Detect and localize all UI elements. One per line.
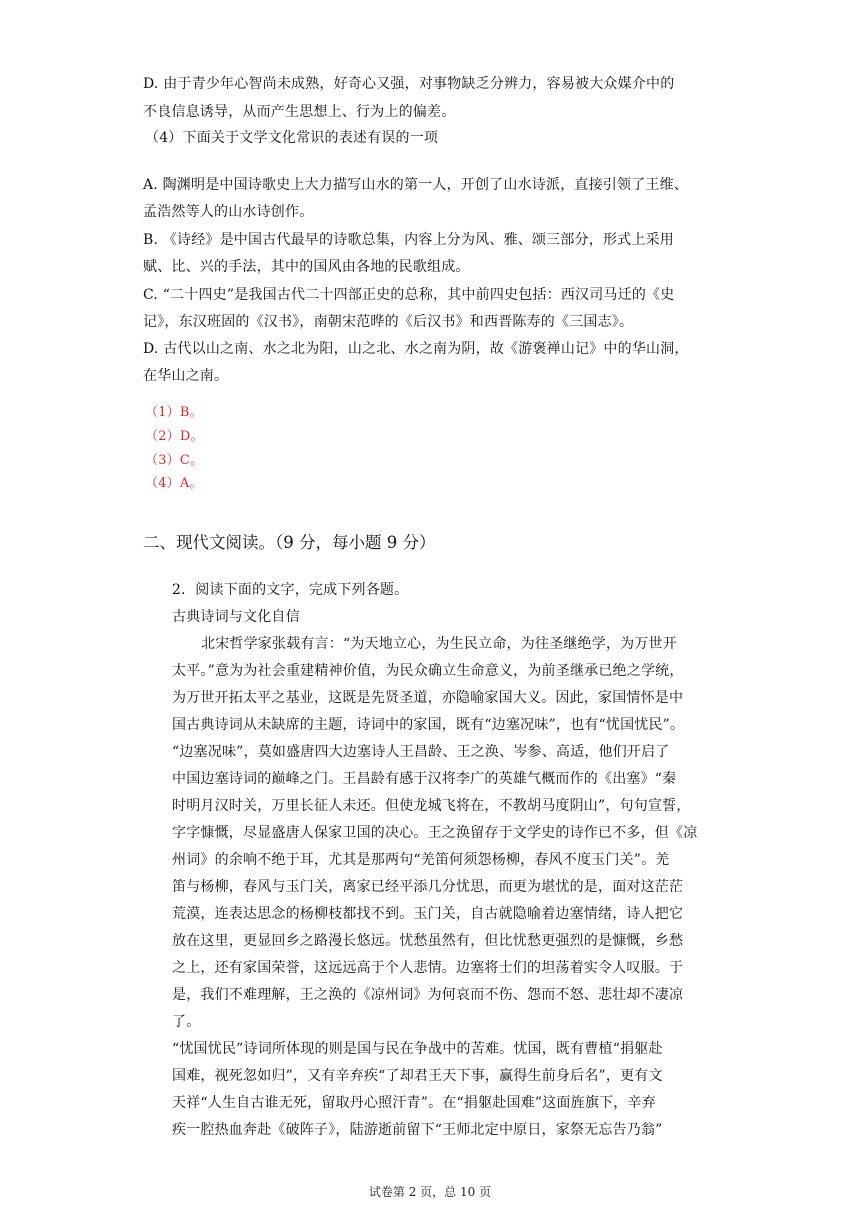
article-p1-line: 了。 (172, 1014, 201, 1030)
answer-4: （4）A。 (145, 476, 203, 491)
article-p2-line: 疾一腔热血奔赴《破阵子》，陆游逝前留下“王师北定中原日，家祭无忘告乃翁” (172, 1122, 663, 1138)
article-p1-line: 荒漠，连表达思念的杨柳枝都找不到。玉门关，自古就隐喻着边塞情绪，诗人把它 (172, 906, 684, 922)
article-p1-line: 放在这里，更显回乡之路漫长悠远。忧愁虽然有，但比忧愁更强烈的是慷慨，乡愁 (172, 933, 684, 949)
section-2-heading: 二、现代文阅读。（9 分，每小题 9 分） (143, 533, 436, 552)
article-p1-line: 北宋哲学家张载有言：“为天地立心，为生民立命，为往圣继绝学，为万世开 (201, 636, 677, 652)
question-2-intro: 2．阅读下面的文字，完成下列各题。 (172, 582, 409, 598)
question-4-option-c-line1: C. “二十四史”是我国古代二十四部正史的总称，其中前四史包括：西汉司马迁的《史 (143, 287, 675, 303)
article-p1-line: 笛与杨柳，春风与玉门关，离家已经平添几分忧思，而更为堪忧的是，面对这茫茫 (172, 879, 684, 895)
article-p1-line: 州词》的余响不绝于耳，尤其是那两句“羌笛何须怨杨柳，春风不度玉门关”。羌 (172, 852, 670, 868)
article-p1-line: 国古典诗词从未缺席的主题，诗词中的家国，既有“边塞况味”，也有“忧国忧民”。 (172, 717, 685, 733)
article-p1-line: 时明月汉时关，万里长征人未还。但使龙城飞将在，不教胡马度阴山”，句句宣誓， (172, 798, 691, 814)
question-4-option-d-line1: D. 古代以山之南、水之北为阳，山之北、水之南为阴，故《游褒禅山记》中的华山洞， (143, 341, 689, 357)
question-4-option-a-line2: 孟浩然等人的山水诗创作。 (143, 204, 314, 220)
page-footer: 试卷第 2 页，总 10 页 (368, 1185, 492, 1199)
question-4-stem: （4）下面关于文学文化常识的表述有误的一项 (145, 130, 439, 146)
article-p2-line: 国难，视死忽如归”，又有辛弃疾“了却君王天下事，赢得生前身后名”，更有文 (172, 1068, 663, 1084)
answer-2: （2）D。 (145, 429, 204, 444)
article-p1-line: 字字慷慨，尽显盛唐人保家卫国的决心。王之涣留存于文学史的诗作已不多，但《凉 (172, 825, 698, 841)
question-4-option-b-line1: B. 《诗经》是中国古代最早的诗歌总集，内容上分为风、雅、颂三部分，形式上采用 (143, 232, 674, 248)
article-p1-line: “边塞况味”，莫如盛唐四大边塞诗人王昌龄、王之涣、岑参、高适，他们开启了 (172, 744, 670, 760)
prev-option-d-line2: 不良信息诱导，从而产生思想上、行为上的偏差。 (143, 104, 456, 120)
article-title: 古典诗词与文化自信 (172, 609, 300, 625)
question-4-option-b-line2: 赋、比、兴的手法，其中的国风由各地的民歌组成。 (143, 259, 470, 275)
article-p1-line: 之上，还有家国荣誉，这远远高于个人悲情。边塞将士们的坦荡着实令人叹服。于 (172, 960, 684, 976)
question-4-option-c-line2: 记》，东汉班固的《汉书》，南朝宋范晔的《后汉书》和西晋陈寿的《三国志》。 (143, 314, 634, 330)
prev-option-d-line1: D. 由于青少年心智尚未成熟，好奇心又强，对事物缺乏分辨力，容易被大众媒介中的 (143, 76, 675, 92)
answer-3: （3）C。 (145, 453, 204, 468)
question-4-option-d-line2: 在华山之南。 (143, 368, 229, 384)
article-p1-line: 是，我们不难理解，王之涣的《凉州词》为何哀而不伤、怨而不怒、悲壮却不凄凉 (172, 987, 684, 1003)
article-p1-line: 中国边塞诗词的巅峰之门。王昌龄有感于汉将李广的英雄气概而作的《出塞》“秦 (172, 771, 677, 787)
article-p1-line: 太平。”意为为社会重建精神价值，为民众确立生命意义，为前圣继承已绝之学统， (172, 663, 684, 679)
article-p1-line: 为万世开拓太平之基业，这既是先贤圣道，亦隐喻家国大义。因此，家国情怀是中 (172, 690, 684, 706)
question-4-option-a-line1: A. 陶渊明是中国诗歌史上大力描写山水的第一人，开创了山水诗派，直接引领了王维、 (143, 177, 689, 193)
answer-1: （1）B。 (145, 405, 203, 420)
article-p2-line: “忧国忧民”诗词所体现的则是国与民在争战中的苦难。忧国，既有曹植“捐躯赴 (172, 1041, 663, 1057)
article-p2-line: 天祥“人生自古谁无死，留取丹心照汗青”。在“捐躯赴国难”这面旌旗下，辛弃 (172, 1095, 656, 1111)
